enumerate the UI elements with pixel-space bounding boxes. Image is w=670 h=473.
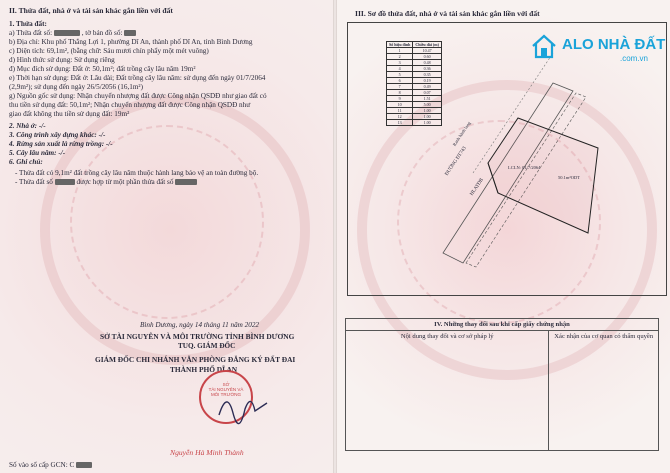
redacted-map-sheet [124,30,136,36]
section-title: II. Thửa đất, nhà ở và tài sản khác gắn liền với đất [9,6,173,15]
line-forest: 4. Rừng sản xuất là rừng trồng: -/- [9,140,113,148]
line-1: 1. Thửa đất: [9,20,47,28]
line-origin: g) Nguồn gốc sử dụng: Nhận chuyển nhượng đất được Công nhận QSDĐ như giao đất có [9,92,267,100]
redacted-parcel-ref [55,179,75,185]
right-page [337,0,670,473]
line-usage-form: d) Hình thức sử dụng: Sử dụng riêng [9,56,115,64]
corridor-label: HLATĐB [469,177,485,197]
line-usage-purpose: đ) Mục đích sử dụng: Đất ở: 50,1m²; đất trồng cây lâu năm 19m² [9,65,196,73]
logo-sub: .com.vn [620,54,649,63]
sign-title-2: THÀNH PHỐ DĨ AN [170,365,238,374]
sign-sub: TUQ. GIÁM ĐỐC [178,342,236,350]
line-usage-term-2: (2,9m²); sử dụng đến ngày 26/5/2056 (16,1m²) [9,83,143,91]
official-stamp: SỞ TÀI NGUYÊN VÀ MÔI TRƯỜNG [199,370,253,424]
changes-title: IV. Những thay đổi sau khi cấp giấy chứng nhận [346,319,659,331]
area-label: 50.1m²ODT [558,175,580,180]
table-row: 4 0.36 [387,66,442,72]
table-row: 6 0.19 [387,78,442,84]
table-row: 7 0.49 [387,84,442,90]
brand-logo [530,28,668,66]
redacted-gcn [76,462,92,468]
sign-title-1: GIÁM ĐỐC CHI NHÁNH VĂN PHÒNG ĐĂNG KÝ ĐẤT ĐAI [95,355,296,364]
table-row: 10 5.00 [387,102,442,108]
road-label: ĐƯỜNG ĐT743 [444,146,468,177]
line-parcel-no: a) Thửa đất số: , tờ bản đồ số: [9,29,136,38]
table-row: 9 1.51 [387,96,442,102]
line-address: b) Địa chỉ: Khu phố Thắng Lợi 1, phường Dĩ An, thành phố Dĩ An, tỉnh Bình Dương [9,38,253,46]
sign-date: Bình Dương, ngày 14 tháng 11 năm 2022 [140,321,260,329]
signature-scribble [215,385,275,425]
redacted-parcel-ref-2 [175,179,197,185]
line-origin-3: giao đất không thu tiền sử dụng đất: 19m² [9,110,130,118]
redacted-parcel-no [54,30,80,36]
sign-org: SỞ TÀI NGUYÊN VÀ MÔI TRƯỜNG TỈNH BÌNH DƯƠNG [100,332,295,341]
note-1: - Thửa đất có 9,1m² đất trồng cây lâu năm thuộc hành lang bảo vệ an toàn đường bộ. [15,169,259,177]
line-notes: 6. Ghi chú: [9,158,43,166]
watermark-ring-inner [70,125,264,319]
table-row: 11 1.00 [387,108,442,114]
table-row: 1 10.47 [387,48,442,54]
table-row: 8 0.07 [387,90,442,96]
line-origin-2: thu tiền sử dụng đất: 50,1m²; Nhận chuyển nhượng đất được Công nhận QSDĐ như [9,101,251,109]
coord-header-length: Chiều dài (m) [413,42,442,48]
table-row: 3 0.48 [387,60,442,66]
table-row: 5 0.35 [387,72,442,78]
table-row: 13 1.00 [387,120,442,126]
signer-name: Nguyễn Hà Minh Thành [170,448,244,457]
table-row: 12 1.00 [387,114,442,120]
line-area: c) Diện tích: 69,1m², (bằng chữ: Sáu mươi chín phẩy một mét vuông) [9,47,209,55]
logo-text: ALO NHÀ ĐẤT [562,36,666,53]
footer-gcn: Số vào sổ cấp GCN: C [9,461,92,470]
line-usage-term: e) Thời hạn sử dụng: Đất ở: Lâu dài; Đất trồng cây lâu năm: sử dụng đến ngày 01/7/2064 [9,74,266,82]
changes-col-content: Nội dung thay đổi và cơ sở pháp lý [346,331,549,451]
line-house: 2. Nhà ở: -/- [9,122,46,130]
lot-label: LCLN: 01/7/2064 [508,165,541,170]
changes-col-confirm: Xác nhận của cơ quan có thẩm quyền [549,331,659,451]
left-page [0,0,333,473]
note-2: - Thửa đất số được hợp từ một phần thửa đất số [15,178,197,187]
coord-header-vertex: Số hiệu đỉnh [387,42,413,48]
corridor-edge-label: Ranh hành lang [451,120,472,147]
table-row: 2 0.60 [387,54,442,60]
section-title-right: III. Sơ đồ thửa đất, nhà ở và tài sản khác gắn liền với đất [355,9,540,18]
house-icon [530,32,558,60]
line-perennial: 5. Cây lâu năm: -/- [9,149,66,157]
line-other-works: 3. Công trình xây dựng khác: -/- [9,131,106,139]
changes-table [345,318,659,451]
